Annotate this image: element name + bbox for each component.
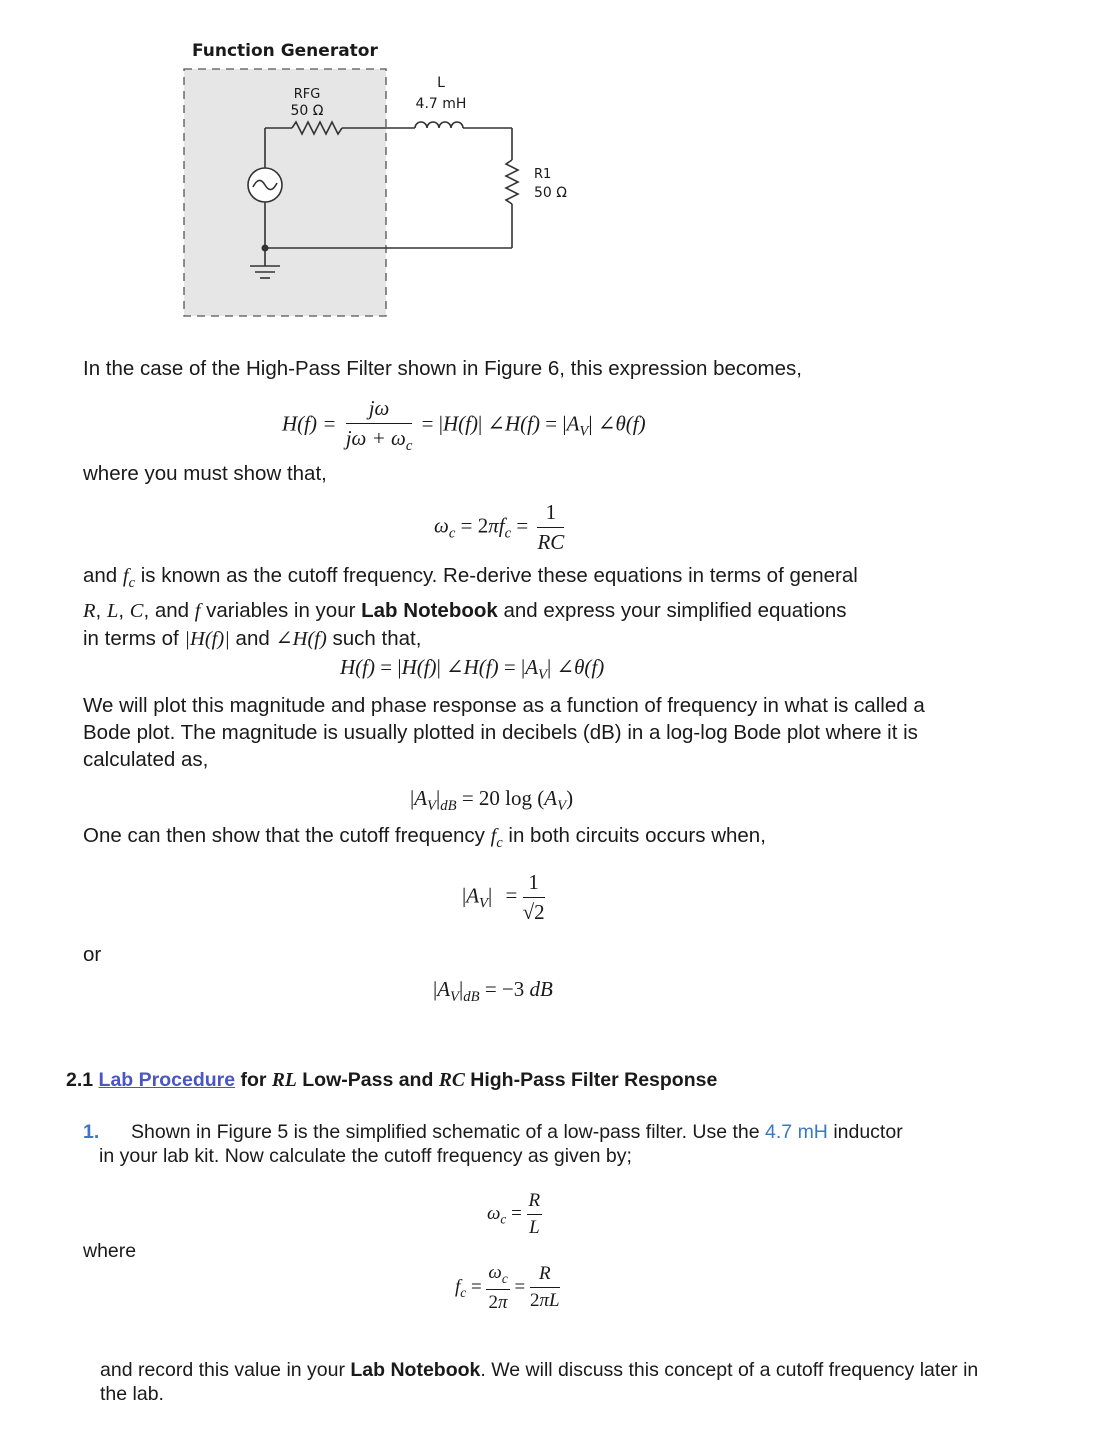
cutoff-omega-equation: $\omega_c = 2\pi f_c$ = $\frac{1}{RC}$: [434, 500, 565, 554]
intro-paragraph: In the case of the High-Pass Filter shown in Figure 6, this expression becomes,: [83, 357, 802, 380]
db-equation: $|A_V|_{dB} = 20$ $\log (A_V)$: [410, 786, 574, 815]
inductor-symbol: [415, 122, 463, 128]
minus-3db-equation: $|A_V|_{dB} = -3$ dB: [433, 977, 553, 1006]
rederive-paragraph: and $f_c$ is known as the cutoff frequency. Re-derive these equations in terms of general R, L, C, and f variables in your Lab Notebook and express your simplified equations in terms of |H(f)| and ∠H(f) such that,: [83, 564, 858, 651]
polar-form-equation: H(f) = |H(f)| ∠H(f) = $|A_V|$ ∠θ(f): [340, 655, 605, 684]
r1-label: R1: [534, 167, 552, 182]
step-1-paragraph: 1. Shown in Figure 5 is the simplified schematic of a low-pass filter. Use the 4.7 mH inductor in your lab kit. Now calculate the cutoff frequency as given by;: [83, 1121, 903, 1167]
transfer-function-equation: H(f) = $\frac{j\omega}{j\omega + \omega_c}$ = |H(f)| ∠H(f) = $|A_V|$ ∠θ(f): [282, 396, 646, 455]
bode-paragraph: We will plot this magnitude and phase response as a function of frequency in what is called a Bode plot. The magnitude is usually plotted in decibels (dB) in a log-log Bode plot where it is calculated as,: [83, 694, 925, 771]
inductor-value: 4.7 mH: [415, 96, 467, 112]
function-generator-title: Function Generator: [192, 41, 378, 61]
rfg-value: 50 Ω: [290, 103, 324, 119]
record-paragraph: and record this value in your Lab Notebook. We will discuss this concept of a cutoff frequency later in the lab.: [100, 1359, 979, 1405]
where-show-text: where you must show that,: [83, 462, 327, 485]
section-heading: 2.1 Lab Procedure for RL Low-Pass and RC High-Pass Filter Response: [66, 1069, 718, 1091]
cutoff-paragraph: One can then show that the cutoff frequency $f_c$ in both circuits occurs when,: [83, 824, 766, 852]
lab-notebook-bold: Lab Notebook: [361, 599, 498, 623]
where-text: where: [83, 1240, 137, 1262]
step-number: 1.: [83, 1121, 100, 1143]
r1-resistor-symbol: [506, 160, 518, 204]
magnitude-equation: $|A_V|$ = $\frac{1}{√2}$: [462, 870, 545, 924]
omega-c-r-over-l-equation: $\omega_c$ = $\frac{R}{L}$: [487, 1190, 541, 1238]
r1-value: 50 Ω: [534, 185, 567, 201]
lab-notebook-bold-2: Lab Notebook: [350, 1359, 481, 1381]
circuit-schematic: [160, 30, 620, 330]
fc-equation: $f_c$ = $\frac{\omega_c}{2\pi}$ = $\frac{R}{2\pi L}$: [455, 1262, 560, 1313]
rfg-label: RFG: [293, 87, 321, 102]
or-text: or: [83, 943, 102, 966]
inductor-value-highlight: 4.7 mH: [765, 1121, 828, 1143]
inductor-label: L: [437, 75, 445, 91]
lab-procedure-link[interactable]: Lab Procedure: [98, 1069, 236, 1091]
circuit-figure: [160, 30, 620, 330]
